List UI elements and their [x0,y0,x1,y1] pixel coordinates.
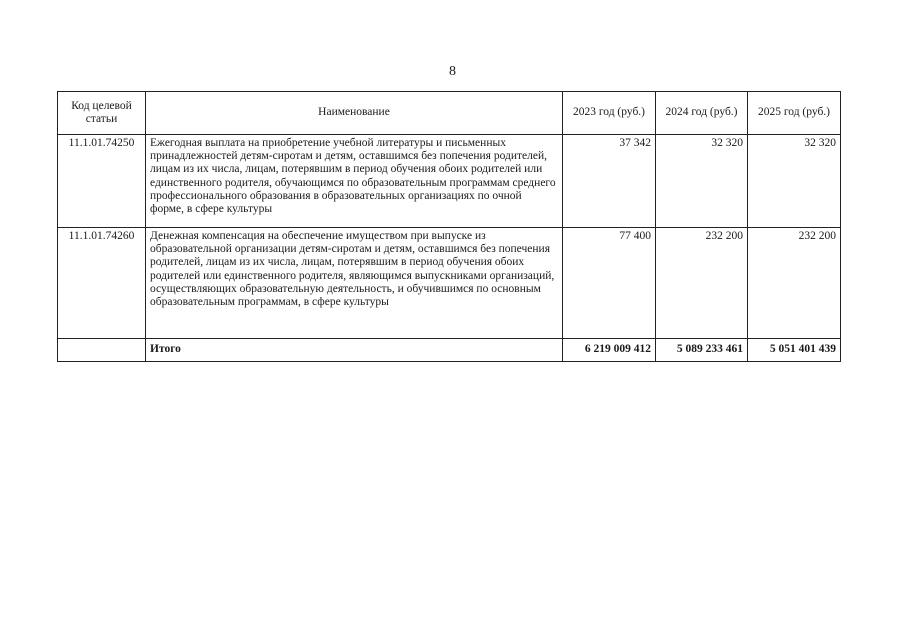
cell-2024: 32 320 [656,135,748,228]
total-2025: 5 051 401 439 [748,339,841,362]
header-2023: 2023 год (руб.) [563,92,656,135]
total-row [58,339,841,362]
total-label: Итого [146,339,563,362]
page-number: 8 [449,64,456,79]
cell-2025: 32 320 [748,135,841,228]
budget-table [57,91,841,362]
total-code-cell [58,339,146,362]
table-header-row [58,92,841,135]
cell-2023: 77 400 [563,228,656,339]
cell-code: 11.1.01.74260 [58,228,146,339]
cell-name: Ежегодная выплата на приобретение учебной литературы и письменных принадлежностей детям-сиротам и детям, оставшимся без попечения родителей, лицам из их числа, лицам, потерявшим в период обучения обоих родителей или единственного родителя, обучающимся по образовательным программам среднего профессионального образования в образовательных организациях по очной форме, в сфере культуры [146,135,563,228]
total-2024: 5 089 233 461 [656,339,748,362]
header-code: Код целевой статьи [58,92,146,135]
cell-code: 11.1.01.74250 [58,135,146,228]
total-2023: 6 219 009 412 [563,339,656,362]
header-name: Наименование [146,92,563,135]
cell-2025: 232 200 [748,228,841,339]
header-2024: 2024 год (руб.) [656,92,748,135]
header-2025: 2025 год (руб.) [748,92,841,135]
table-row [58,135,841,228]
cell-2023: 37 342 [563,135,656,228]
cell-2024: 232 200 [656,228,748,339]
table-row [58,228,841,339]
cell-name: Денежная компенсация на обеспечение имуществом при выпуске из образовательной организации детям-сиротам и детям, оставшимся без попечения родителей, лицам из их числа, лицам, потерявшим в период обучения обоих родителей или единственного родителя, являющимся выпускниками организаций, осуществляющих образовательную деятельность, и обучившимся по основным образовательным программам, в сфере культуры [146,228,563,339]
